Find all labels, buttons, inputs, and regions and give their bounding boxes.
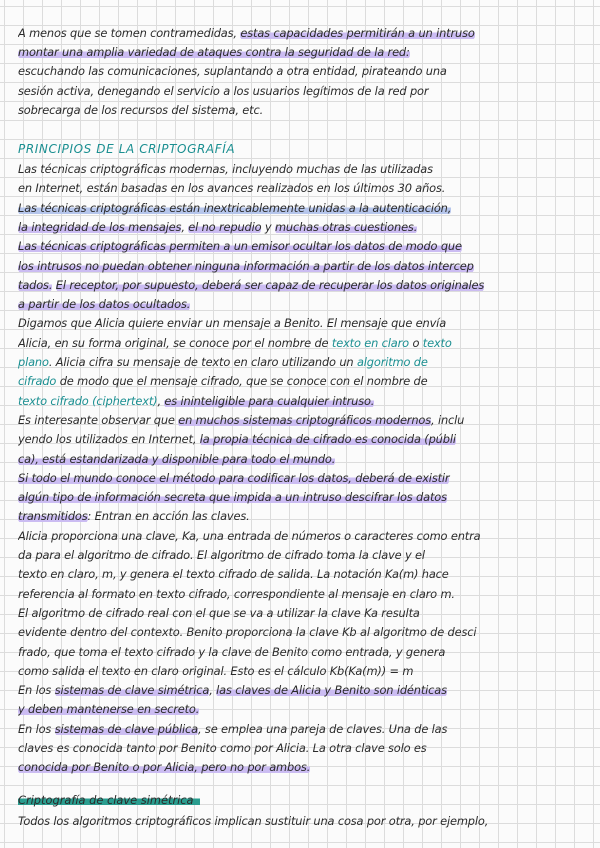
text-segment: yendo los utilizados en Internet, <box>18 432 200 447</box>
marker-highlight: la integridad de los mensajes <box>18 219 182 234</box>
text-line <box>18 701 584 718</box>
marker-highlight: es ininteligible para cualquier intruso. <box>164 393 375 408</box>
term-highlight: texto en claro <box>331 335 409 350</box>
text-line <box>18 624 584 641</box>
text-line <box>18 277 584 294</box>
text-segment: frado, que toma el texto cifrado y la clave de Benito como entrada, y genera <box>18 644 446 659</box>
footer-line: Todos los algoritmos criptográficos implican sustituir una cosa por otra, por ejemplo, <box>18 814 489 828</box>
text-line <box>18 644 584 661</box>
text-line <box>18 315 584 332</box>
text-line <box>18 393 584 410</box>
text-segment: , <box>209 683 217 698</box>
marker-highlight: montar una amplia variedad de ataques contra la seguridad de la red: <box>18 45 410 60</box>
text-line <box>18 354 584 371</box>
text-segment: Digamos que Alicia quiere enviar un mensaje a Benito. El mensaje que envía <box>18 316 447 331</box>
text-line <box>18 180 584 197</box>
text-segment: Alicia, en su forma original, se conoce por el nombre de <box>18 335 332 350</box>
text-line <box>18 508 584 525</box>
text-line <box>18 721 584 738</box>
text-line <box>18 83 584 100</box>
text-segment: y <box>261 219 275 234</box>
marker-highlight: sistemas de clave simétrica <box>54 683 210 698</box>
text-segment: escuchando las comunicaciones, suplantando a otra entidad, pirateando una <box>18 64 447 79</box>
marker-highlight: los intrusos no puedan obtener ninguna información a partir de los datos intercep <box>18 258 474 273</box>
text-segment: Es interesante observar que <box>18 412 179 427</box>
section-heading-clave-simetrica: Criptografía de clave simétrica <box>18 793 200 807</box>
marker-highlight: ca), está estandarizada y disponible para todo el mundo. <box>18 451 336 466</box>
text-line <box>18 63 584 80</box>
marker-highlight: el no repudio <box>188 219 262 234</box>
text-line <box>18 44 584 61</box>
text-segment: o <box>408 335 423 350</box>
text-segment: evidente dentro del contexto. Benito proporciona la clave Kb al algoritmo de desci <box>18 625 477 640</box>
text-line <box>18 605 584 622</box>
text-segment: texto en claro, m, y genera el texto cifrado de salida. La notación Ka(m) hace <box>18 567 449 582</box>
text-line <box>18 219 584 236</box>
marker-highlight: y deben mantenerse en secreto. <box>18 702 200 717</box>
text-line <box>18 25 584 42</box>
marker-highlight: El receptor, por supuesto, deberá ser capaz de recuperar los datos originales <box>55 277 485 292</box>
text-segment: A menos que se tomen contramedidas, <box>18 26 241 40</box>
term-highlight: cifrado <box>18 374 57 389</box>
text-segment: sobrecarga de los recursos del sistema, etc. <box>18 102 264 117</box>
text-segment: En los <box>18 721 55 736</box>
text-line <box>18 470 584 487</box>
text-line <box>18 528 584 545</box>
text-segment: El algoritmo de cifrado real con el que se va a utilizar la clave Ka resulta <box>18 605 420 620</box>
text-line <box>18 566 584 583</box>
marker-highlight: Si todo el mundo conoce el método para codificar los datos, deberá de existir <box>18 470 450 485</box>
section-heading-principios: PRINCIPIOS DE LA CRIPTOGRAFÍA <box>18 142 236 156</box>
text-segment: , <box>181 219 189 234</box>
text-line <box>18 663 584 680</box>
text-line <box>18 258 584 275</box>
text-line <box>18 238 584 255</box>
text-line <box>18 296 584 313</box>
text-line <box>18 161 584 178</box>
text-segment: de modo que el mensaje cifrado, que se conoce con el nombre de <box>56 374 428 389</box>
marker-highlight: conocida por Benito o por Alicia, pero no por ambos. <box>18 760 311 775</box>
text-line <box>18 682 584 699</box>
term-highlight: plano <box>18 355 49 369</box>
text-line <box>18 373 584 390</box>
marker-highlight: Las técnicas criptográficas permiten a un emisor ocultar los datos de modo que <box>18 239 462 254</box>
text-line <box>18 412 584 429</box>
text-segment: . Alicia cifra su mensaje de texto en claro utilizando un <box>48 355 357 369</box>
marker-highlight: muchas otras cuestiones. <box>274 219 418 234</box>
text-segment: En los <box>18 683 55 698</box>
marker-highlight: a partir de los datos ocultados. <box>18 297 191 312</box>
text-segment: Las técnicas criptográficas modernas, incluyendo muchas de las utilizadas <box>18 162 433 176</box>
text-line <box>18 200 584 217</box>
text-line <box>18 740 584 757</box>
marker-highlight: transmitidos <box>18 509 88 524</box>
marker-highlight: estas capacidades permitirán a un intruso <box>240 26 475 40</box>
text-segment: Alicia proporciona una clave, Ka, una entrada de números o caracteres como entra <box>18 528 481 543</box>
term-highlight: algoritmo de <box>356 355 428 369</box>
text-line <box>18 547 584 564</box>
marker-highlight: tados. <box>18 277 53 292</box>
text-line <box>18 586 584 603</box>
text-segment: referencia al formato en texto cifrado, correspondiente al mensaje en claro m. <box>18 586 455 601</box>
marker-highlight: sistemas de clave pública <box>54 721 198 736</box>
text-segment: como salida el texto en claro original. Esto es el cálculo Kb(Ka(m)) = m <box>18 663 414 678</box>
text-segment: , inclu <box>431 412 465 427</box>
text-line <box>18 451 584 468</box>
text-segment: claves es conocida tanto por Benito como por Alicia. La otra clave solo es <box>18 741 427 755</box>
marker-highlight: las claves de Alicia y Benito son idénticas <box>216 683 447 698</box>
term-highlight: texto <box>422 335 452 350</box>
marker-highlight: algún tipo de información secreta que impida a un intruso descifrar los datos <box>18 490 447 505</box>
text-line <box>18 335 584 352</box>
marker-highlight: Las técnicas criptográficas están inextricablemente unidas a la autenticación, <box>18 200 452 215</box>
text-segment: , <box>157 393 165 408</box>
text-line <box>18 489 584 506</box>
term-highlight: texto cifrado (ciphertext) <box>18 393 158 408</box>
text-segment: : Entran en acción las claves. <box>87 509 250 524</box>
text-segment: , se emplea una pareja de claves. Una de las <box>197 721 448 736</box>
text-line <box>18 759 584 776</box>
text-line <box>18 431 584 448</box>
text-segment: da para el algoritmo de cifrado. El algoritmo de cifrado toma la clave y el <box>18 548 425 562</box>
text-segment: en Internet, están basadas en los avances realizados en los últimos 30 años. <box>18 181 446 196</box>
marker-highlight: en muchos sistemas criptográficos modernos <box>178 412 432 427</box>
marker-highlight: la propia técnica de cifrado es conocida (públi <box>199 432 456 447</box>
text-line <box>18 102 584 119</box>
text-segment: sesión activa, denegando el servicio a los usuarios legítimos de la red por <box>18 83 429 98</box>
